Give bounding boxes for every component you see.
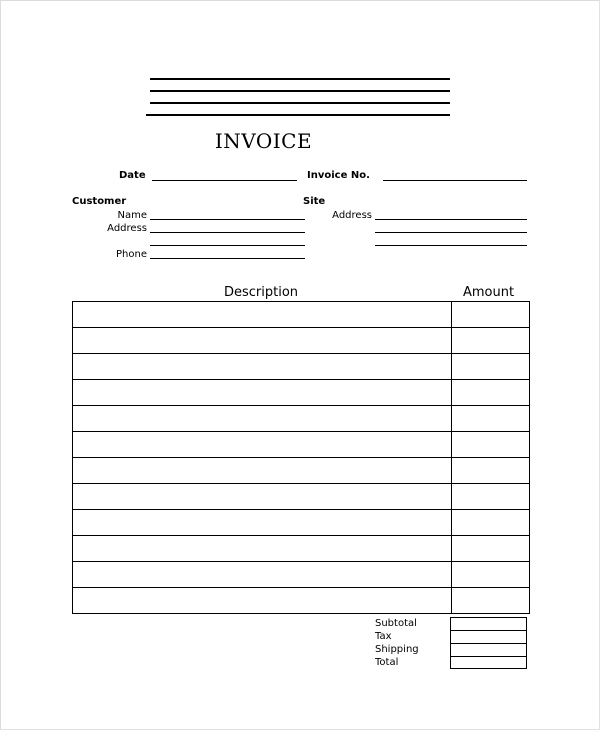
- line-items-table: [72, 301, 530, 614]
- table-row[interactable]: [73, 588, 530, 614]
- cell-description[interactable]: [73, 536, 452, 562]
- cell-amount[interactable]: [452, 458, 530, 484]
- date-input-rule[interactable]: [152, 180, 297, 181]
- table-row[interactable]: [73, 354, 530, 380]
- page-edge-top: [0, 0, 600, 1]
- cell-description[interactable]: [73, 406, 452, 432]
- customer-phone-input-rule[interactable]: [150, 258, 305, 259]
- cell-amount[interactable]: [452, 328, 530, 354]
- cell-description[interactable]: [73, 328, 452, 354]
- letterhead-line-1[interactable]: [150, 78, 450, 80]
- totals-row-total: [375, 656, 527, 669]
- totals-row-tax: [375, 630, 527, 643]
- table-row[interactable]: [73, 536, 530, 562]
- site-address-input-rule-1[interactable]: [375, 219, 527, 220]
- invoice-no-label: Invoice No.: [307, 170, 370, 181]
- cell-description[interactable]: [73, 354, 452, 380]
- totals-label-shipping: Shipping: [375, 644, 419, 655]
- site-address-label: Address: [332, 210, 372, 221]
- cell-amount[interactable]: [452, 588, 530, 614]
- table-row[interactable]: [73, 328, 530, 354]
- site-heading: Site: [303, 196, 326, 207]
- cell-amount[interactable]: [452, 302, 530, 328]
- cell-amount[interactable]: [452, 484, 530, 510]
- cell-amount[interactable]: [452, 432, 530, 458]
- totals-value-subtotal[interactable]: [450, 617, 527, 630]
- date-label: Date: [119, 170, 146, 181]
- customer-name-label: Name: [117, 210, 147, 221]
- totals-section: [375, 617, 527, 669]
- cell-description[interactable]: [73, 432, 452, 458]
- table-row[interactable]: [73, 484, 530, 510]
- cell-description[interactable]: [73, 588, 452, 614]
- letterhead-line-3[interactable]: [150, 102, 450, 104]
- totals-row-shipping: [375, 643, 527, 656]
- totals-label-tax: Tax: [375, 631, 392, 642]
- page-edge-left: [0, 0, 1, 730]
- totals-label-total: Total: [375, 657, 399, 668]
- cell-description[interactable]: [73, 380, 452, 406]
- cell-description[interactable]: [73, 458, 452, 484]
- letterhead-line-2[interactable]: [150, 90, 450, 92]
- table-row[interactable]: [73, 562, 530, 588]
- column-header-amount: Amount: [462, 285, 515, 300]
- column-header-description: Description: [223, 285, 299, 300]
- totals-value-tax[interactable]: [450, 630, 527, 643]
- cell-description[interactable]: [73, 302, 452, 328]
- cell-amount[interactable]: [452, 380, 530, 406]
- cell-amount[interactable]: [452, 510, 530, 536]
- table-row[interactable]: [73, 510, 530, 536]
- totals-label-subtotal: Subtotal: [375, 618, 417, 629]
- cell-description[interactable]: [73, 484, 452, 510]
- site-address-input-rule-3[interactable]: [375, 245, 527, 246]
- invoice-no-input-rule[interactable]: [383, 180, 527, 181]
- customer-address-label: Address: [107, 223, 147, 234]
- customer-heading: Customer: [72, 196, 127, 207]
- customer-address-input-rule-2[interactable]: [150, 245, 305, 246]
- table-row[interactable]: [73, 432, 530, 458]
- table-row[interactable]: [73, 302, 530, 328]
- totals-value-shipping[interactable]: [450, 643, 527, 656]
- cell-amount[interactable]: [452, 406, 530, 432]
- customer-phone-label: Phone: [116, 249, 147, 260]
- table-row[interactable]: [73, 406, 530, 432]
- site-address-input-rule-2[interactable]: [375, 232, 527, 233]
- cell-amount[interactable]: [452, 354, 530, 380]
- cell-description[interactable]: [73, 562, 452, 588]
- page-title: INVOICE: [214, 129, 313, 153]
- table-row[interactable]: [73, 458, 530, 484]
- cell-amount[interactable]: [452, 536, 530, 562]
- line-items-body: [73, 302, 530, 614]
- letterhead-line-4[interactable]: [146, 114, 450, 116]
- cell-amount[interactable]: [452, 562, 530, 588]
- cell-description[interactable]: [73, 510, 452, 536]
- table-row[interactable]: [73, 380, 530, 406]
- customer-address-input-rule-1[interactable]: [150, 232, 305, 233]
- totals-row-subtotal: [375, 617, 527, 630]
- totals-value-total[interactable]: [450, 656, 527, 669]
